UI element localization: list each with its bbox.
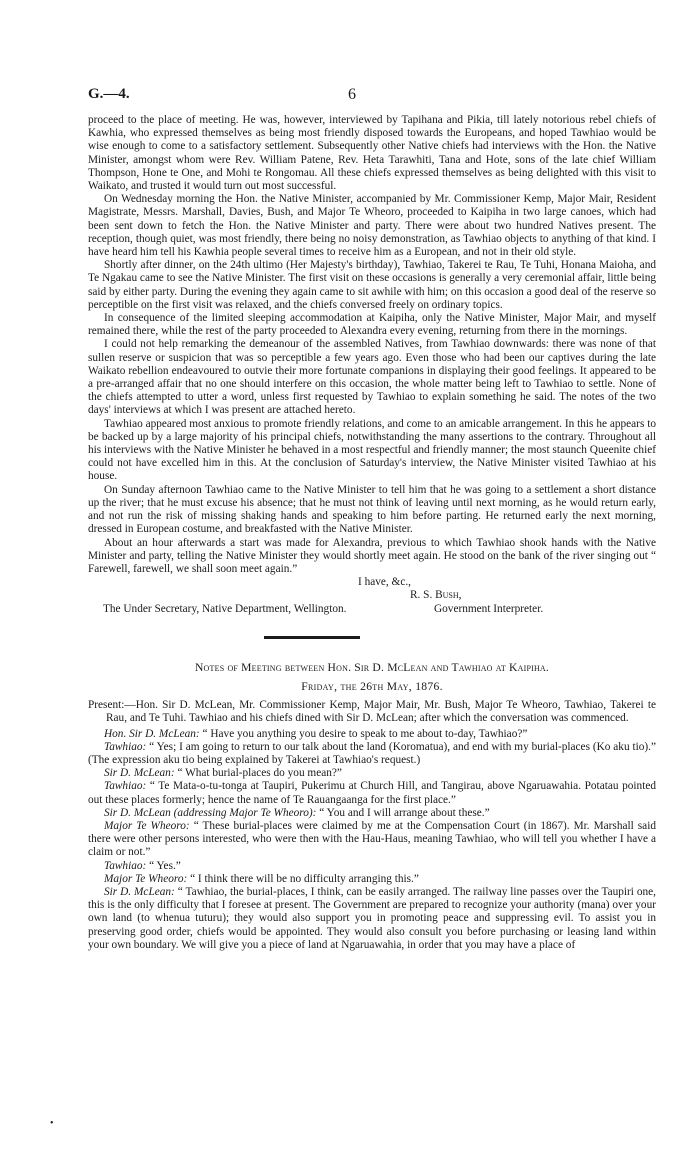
speech-text: “ Yes; I am going to return to our talk about the land (Koromatua), and end with my burial-places (Ko aku tio).” (The expression aku tio being explained by Takerei at Tawhiao's request.): [88, 740, 656, 766]
speaker-name: Tawhiao:: [104, 780, 147, 793]
closing-line: I have, &c.,: [358, 576, 412, 589]
paragraph: Shortly after dinner, on the 24th ultimo (Her Majesty's birthday), Tawhiao, Takerei te Rau, Te Tuhi, Honana Maioha, and Te Ngakau came to see the Native Minister. The first visit on these occasions is generally a very ceremonial affair, little being said by either party. During the evening they again came to sit awhile with him; on this occasion a good deal of the reserve so perceptible on the first visit was relaxed, and the chiefs conversed freely on ordinary topics.: [88, 259, 656, 311]
dialogue-entry: [88, 820, 656, 860]
speaker-name: Sir D. McLean:: [104, 767, 175, 780]
dialogue-entry: [88, 780, 656, 806]
meeting-date: Friday, the 26th May, 1876.: [301, 680, 443, 694]
letter-body: [88, 114, 656, 576]
dialogue-entry: [88, 886, 656, 952]
paragraph: Tawhiao appeared most anxious to promote friendly relations, and come to an amicable arrangement. In this he appears to be backed up by a large majority of his principal chiefs, notwithstanding the many assertions to the contrary. Throughout all his interviews with the Native Minister he behaved in a most respectful and friendly manner; the most staunch Queenite chief could not have excelled him in this. At the conclusion of Saturday's interview, the Native Minister visited Tawhiao at his house.: [88, 417, 656, 483]
speech-text: “ I think there will be no difficulty arranging this.”: [190, 872, 419, 885]
speech-text: “ Have you anything you desire to speak to me about to-day, Tawhiao?”: [202, 727, 528, 740]
paragraph: On Wednesday morning the Hon. the Native Minister, accompanied by Mr. Commissioner Kemp, Major Mair, Resident Magistrate, Messrs. Marshall, Davies, Bush, and Major Te Wheoro, proceeded to Kaipiha in two large canoes, which had been sent down to fetch the Hon. the Native Minister and party. There were about two hundred Natives present. The reception, though quiet, was most friendly, there being no noisy demonstration, as Tawhiao objects to anything of that kind. I have heard him tell his Kawhia people several times to receive him as a European, and not in their old style.: [88, 193, 656, 259]
speech-text: “ These burial-places were claimed by me at the Compensation Court (in 1867). Mr. Marshall said there were other persons interested, who were then with the Hau-Haus, meaning Tawhiao, who will tell you whether I have a claim or not.”: [88, 819, 656, 859]
dialogue-entry: [88, 741, 656, 767]
attendees-paragraph: Present:—Hon. Sir D. McLean, Mr. Commissioner Kemp, Major Mair, Mr. Bush, Major Te Wheoro, Tawhiao, Takerei te Rau, and Te Tuhi. Tawhiao and his chiefs dined with Sir D. McLean; after which the conversation was commenced.: [88, 699, 656, 725]
speaker-name: Hon. Sir D. McLean:: [104, 727, 200, 740]
paragraph: On Sunday afternoon Tawhiao came to the Native Minister to tell him that he was going to a settlement a short distance up the river; that he must excuse his absence; that he must not think of leaving until next morning, as he would return early, and not run the risk of missing shaking hands and speaking to him before parting. He returned early the next morning, dressed in European costume, and breakfasted with the Native Minister.: [88, 483, 656, 536]
document-reference: G.—4.: [88, 86, 130, 102]
signature-block: [88, 576, 656, 616]
speech-text: “ Te Mata-o-tu-tonga at Taupiri, Pukerimu at Church Hill, and Tangirau, above Ngaruawahia. Potatau pointed out these places formerly; hence the name of Te Rauangaanga for the first place.”: [88, 780, 656, 806]
signatory-name: R. S. Bush,: [410, 589, 462, 602]
speaker-name: Sir D. McLean:: [104, 885, 175, 898]
speaker-name: Sir D. McLean (addressing Major Te Wheoro):: [104, 806, 317, 819]
section-divider: [264, 636, 360, 639]
dialogue-entry: [88, 860, 656, 873]
margin-mark: •: [50, 1118, 54, 1129]
speaker-name: Tawhiao:: [104, 740, 147, 753]
dialogue-entry: [88, 807, 656, 820]
signatory-title: Government Interpreter.: [434, 603, 544, 616]
speaker-name: Tawhiao:: [104, 859, 147, 872]
speech-text: “ What burial-places do you mean?”: [177, 767, 342, 780]
dialogue-entry: [88, 873, 656, 886]
speech-text: “ Tawhiao, the burial-places, I think, can be easily arranged. The railway line passes over the Taupiri one, this is the only difficulty that I foresee at present. The Government are prepared to recognize your authority (mana) over your own land (to whenua tuturu); they would also support you in promoting peace and suppressing evil. To assist you in preserving good order, chiefs would be appointed. They would also consult you before purchasing or leasing land within your own boundary. We will give you a piece of land at Ngaruawahia, in order that you may have a place of: [88, 885, 656, 951]
document-page: [88, 86, 656, 952]
speech-text: “ Yes.”: [149, 859, 181, 872]
paragraph: I could not help remarking the demeanour of the assembled Natives, from Tawhiao downwards: there was none of that sullen reserve or suspicion that was so perceptible a few years ago. Even those who had been our captives during the late Waikato rebellion endeavoured to outvie their more fortunate companions in displaying their good feelings. It appeared to be a pre-arranged affair that no one should interfere on this occasion, the whole matter being left to Tawhiao to settle. None of the chiefs attempted to utter a word, unless first requested by Tawhiao to explain something he said. The notes of the two days' interviews at which I was present are attached hereto.: [88, 338, 656, 417]
dialogue-entry: [88, 767, 656, 780]
speaker-name: Major Te Wheoro:: [104, 872, 188, 885]
page-header: [88, 86, 656, 114]
paragraph: In consequence of the limited sleeping accommodation at Kaipiha, only the Native Minister, Major Mair, and myself remained there, while the rest of the party proceeded to Alexandra every evening, returning from there in the mornings.: [88, 312, 656, 338]
page-number: 6: [348, 86, 356, 103]
paragraph: proceed to the place of meeting. He was, however, interviewed by Tapihana and Pikia, till lately notorious rebel chiefs of Kawhia, who expressed themselves as being most friendly disposed towards the Europeans, and hoped Tawhiao would be wise enough to come to a satisfactory settlement. Subsequently other Native chiefs had interviews with the Hon. the Native Minister, amongst whom were Rev. William Patene, Rev. Heta Tarawhiti, Tana and Hote, sons of the late chief William Thompson, Hone te One, and Mohi te Rongomau. All these chiefs expressed themselves as being delighted with this visit to Waikato, and trusted it would turn out most successful.: [88, 114, 656, 193]
dialogue-entry: [88, 728, 656, 741]
speech-text: “ You and I will arrange about these.”: [319, 806, 490, 819]
dialogue: [88, 728, 656, 952]
recipient-line: The Under Secretary, Native Department, Wellington.: [103, 603, 347, 616]
speaker-name: Major Te Wheoro:: [104, 819, 190, 832]
paragraph: About an hour afterwards a start was made for Alexandra, previous to which Tawhiao shook hands with the Native Minister and party, telling the Native Minister they would shortly meet again. He stood on the bank of the river singing out “ Farewell, farewell, we shall soon meet again.”: [88, 536, 656, 575]
notes-title: Notes of Meeting between Hon. Sir D. McLean and Tawhiao at Kaipiha.: [194, 661, 550, 675]
